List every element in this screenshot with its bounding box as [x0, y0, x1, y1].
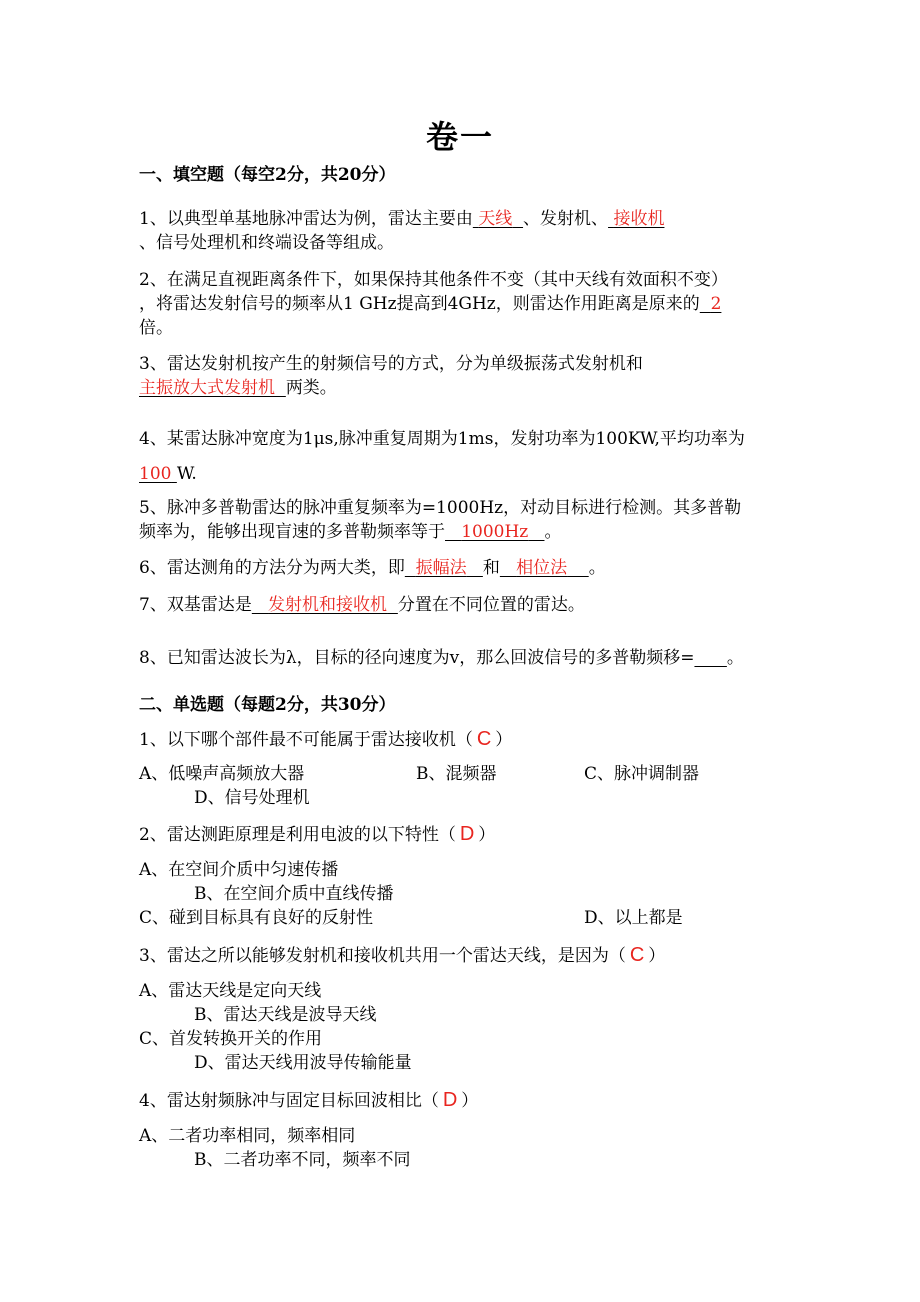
- option-d: D、信号处理机: [194, 788, 310, 808]
- option-a: A、低噪声高频放大器: [139, 764, 305, 784]
- answer-blank: 主振放大式发射机: [139, 378, 275, 398]
- question-fill-5-line-2: 频率为，能够出现盲速的多普勒频率等于 1000Hz 。: [139, 522, 562, 542]
- question-fill-5-line-1: 5、脉冲多普勒雷达的脉冲重复频率为=1000Hz，对动目标进行检测。其多普勒: [139, 498, 742, 518]
- option-b: B、混频器: [416, 764, 497, 784]
- answer-blank: 振幅法: [415, 558, 467, 578]
- question-fill-8: 8、已知雷达波长为λ，目标的径向速度为v，那么回波信号的多普勒频移= 。: [139, 648, 744, 668]
- question-fill-4-line-2: 100 W.: [139, 464, 197, 484]
- section-fill-in-heading: 一、填空题（每空2分，共20分）: [139, 165, 396, 185]
- page-title: 卷一: [425, 118, 494, 156]
- answer-letter: C: [476, 728, 492, 750]
- answer-blank: 100: [139, 464, 172, 484]
- question-fill-2-line-3: 倍。: [139, 318, 173, 338]
- question-fill-7: 7、双基雷达是 发射机和接收机 分置在不同位置的雷达。: [139, 595, 585, 615]
- section-single-choice-heading: 二、单选题（每题2分，共30分）: [139, 695, 396, 715]
- option-d: D、以上都是: [584, 908, 683, 928]
- question-choice-3: 3、雷达之所以能够发射机和接收机共用一个雷达天线，是因为（ C ）: [139, 944, 666, 966]
- question-choice-4: 4、雷达射频脉冲与固定目标回波相比（ D ）: [139, 1089, 479, 1111]
- answer-blank: 相位法: [516, 558, 568, 578]
- answer-blank: 接收机: [613, 209, 665, 229]
- answer-blank: 1000Hz: [461, 522, 529, 542]
- question-fill-1-line-2: 、信号处理机和终端设备等组成。: [139, 233, 394, 253]
- answer-letter: D: [442, 1089, 458, 1111]
- option-a: A、在空间介质中匀速传播: [139, 860, 339, 880]
- answer-letter: C: [629, 944, 645, 966]
- answer-blank: 发射机和接收机: [268, 595, 388, 615]
- option-c: C、脉冲调制器: [584, 764, 700, 784]
- question-fill-6: 6、雷达测角的方法分为两大类，即 振幅法 和 相位法 。: [139, 558, 606, 578]
- option-c: C、碰到目标具有良好的反射性: [139, 908, 374, 928]
- answer-blank: 2: [710, 294, 722, 314]
- option-b: B、二者功率不同，频率不同: [194, 1150, 411, 1170]
- question-fill-2-line-1: 2、在满足直视距离条件下，如果保持其他条件不变（其中天线有效面积不变）: [139, 270, 728, 290]
- option-b: B、在空间介质中直线传播: [194, 884, 394, 904]
- option-a: A、二者功率相同，频率相同: [139, 1126, 356, 1146]
- answer-letter: D: [459, 823, 475, 845]
- question-choice-2: 2、雷达测距原理是利用电波的以下特性（ D ）: [139, 823, 496, 845]
- question-fill-3-line-1: 3、雷达发射机按产生的射频信号的方式，分为单级振荡式发射机和: [139, 354, 643, 374]
- option-c: C、首发转换开关的作用: [139, 1029, 323, 1049]
- option-d: D、雷达天线用波导传输能量: [194, 1053, 412, 1073]
- question-fill-4-line-1: 4、某雷达脉冲宽度为1μs,脉冲重复周期为1ms，发射功率为100KW,平均功率为: [139, 429, 745, 449]
- option-b: B、雷达天线是波导天线: [194, 1005, 377, 1025]
- question-choice-1: 1、以下哪个部件最不可能属于雷达接收机（ C ）: [139, 728, 513, 750]
- question-fill-1-line-1: 1、以典型单基地脉冲雷达为例，雷达主要由 天线 、发射机、 接收机: [139, 209, 665, 229]
- question-fill-2-line-2: ，将雷达发射信号的频率从1 GHz提高到4GHz，则雷达作用距离是原来的 2: [139, 294, 722, 314]
- answer-blank: 天线: [478, 209, 513, 229]
- option-a: A、雷达天线是定向天线: [139, 981, 322, 1001]
- question-fill-3-line-2: 主振放大式发射机 两类。: [139, 378, 337, 398]
